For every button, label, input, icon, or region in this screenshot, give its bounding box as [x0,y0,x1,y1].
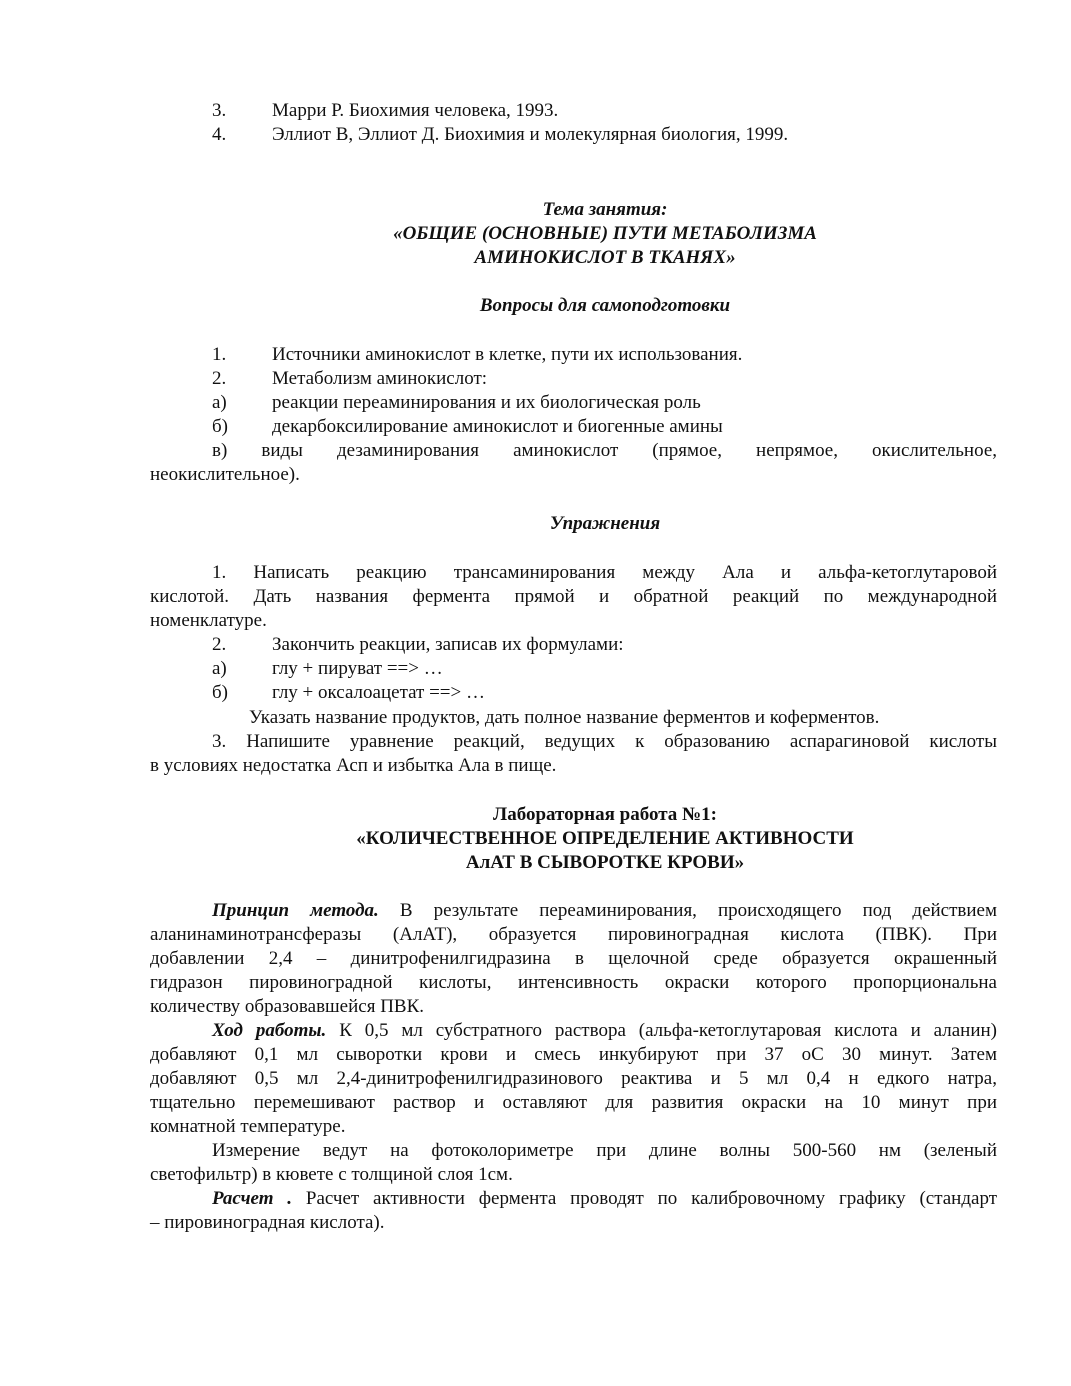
reference-text: Марри Р. Биохимия человека, 1993. [272,100,559,121]
principle-line5: количеству образовавшейся ПВК. [150,996,425,1017]
exercise-letter: б) [212,682,228,703]
exercise-1-line3: номенклатуре. [150,610,267,631]
principle-text: В результате переаминирования, происходящего под действием [399,900,998,921]
lab-title: Лабораторная работа №1: [493,804,717,825]
question-text: реакции переаминирования и их биологическая роль [272,392,701,413]
principle-line1 [212,899,997,923]
topic-label: Тема занятия: [542,199,668,220]
exercise-3-line1: 3. Напишите уравнение реакций, ведущих к образованию аспарагиновой кислоты [212,731,997,752]
topic-title-line1: «ОБЩИЕ (ОСНОВНЫЕ) ПУТИ МЕТАБОЛИЗМА [393,223,817,244]
question-text: декарбоксилирование аминокислот и биогенные амины [272,416,723,437]
question-v-line1: в) виды дезаминирования аминокислот (прямое, непрямое, окислительное, [212,440,997,461]
exercise-reaction: глу + пируват ==> … [272,658,443,679]
exercise-1-line1: 1. Написать реакцию трансаминирования между Ала и альфа-кетоглутаровой [212,562,997,583]
reference-text: Эллиот В, Эллиот Д. Биохимия и молекулярная биология, 1999. [272,124,789,145]
reference-number: 4. [212,124,227,145]
lab-subtitle-line1: «КОЛИЧЕСТВЕННОЕ ОПРЕДЕЛЕНИЕ АКТИВНОСТИ [356,828,854,849]
exercises-heading: Упражнения [549,513,661,534]
exercise-3-line2: в условиях недостатка Асп и избытка Ала в пище. [150,755,557,776]
measure-line2: светофильтр) в кювете с толщиной слоя 1см. [150,1164,513,1185]
calc-text: Расчет активности фермента проводят по калибровочному графику (стандарт [305,1188,997,1209]
question-v-line2: неокислительное). [150,464,300,485]
procedure-line3: добавляют 0,5 мл 2,4-динитрофенилгидразинового реактива и 5 мл 0,4 н едкого натра, [150,1068,997,1089]
procedure-line1 [212,1019,997,1043]
questions-heading: Вопросы для самоподготовки [479,295,731,316]
question-text: Источники аминокислот в клетке, пути их использования. [272,344,743,365]
calc-line2: – пировиноградная кислота). [150,1212,385,1233]
exercise-reaction: глу + оксалоацетат ==> … [272,682,485,703]
question-letter: б) [212,416,228,437]
exercise-letter: а) [212,658,227,679]
measure-line1: Измерение ведут на фотоколориметре при длине волны 500-560 нм (зеленый [212,1140,997,1161]
calc-label: Расчет . [212,1188,293,1209]
question-number: 2. [212,368,227,389]
reference-number: 3. [212,100,227,121]
calc-line1 [212,1187,997,1211]
principle-label: Принцип метода. [212,900,379,921]
procedure-text: К 0,5 мл субстратного раствора (альфа-кетоглутаровая кислота и аланин) [339,1020,998,1041]
exercise-text: Закончить реакции, записав их формулами: [272,634,624,655]
principle-line3: добавлении 2,4 – динитрофенилгидразина в щелочной среде образуется окрашенный [150,948,997,969]
question-text: Метаболизм аминокислот: [272,368,488,389]
principle-line4: гидразон пировиноградной кислоты, интенсивность окраски которого пропорциональна [150,972,997,993]
exercise-2-note: Указать название продуктов, дать полное название ферментов и коферментов. [249,707,880,728]
exercise-1-line2: кислотой. Дать названия фермента прямой и обратной реакций по международной [150,586,997,607]
exercise-number: 2. [212,634,227,655]
procedure-label: Ход работы. [212,1020,327,1041]
question-letter: а) [212,392,227,413]
procedure-line4: тщательно перемешивают раствор и оставляют для развития окраски на 10 минут при [150,1092,997,1113]
procedure-line5: комнатной температуре. [150,1116,346,1137]
topic-title-line2: АМИНОКИСЛОТ В ТКАНЯХ» [474,247,736,268]
question-number: 1. [212,344,227,365]
principle-line2: аланинаминотрансферазы (АлАТ), образуется пировиноградная кислота (ПВК). При [150,924,997,945]
procedure-line2: добавляют 0,1 мл сыворотки крови и смесь инкубируют при 37 оС 30 минут. Затем [150,1044,997,1065]
lab-subtitle-line2: АлАТ В СЫВОРОТКЕ КРОВИ» [465,852,745,873]
